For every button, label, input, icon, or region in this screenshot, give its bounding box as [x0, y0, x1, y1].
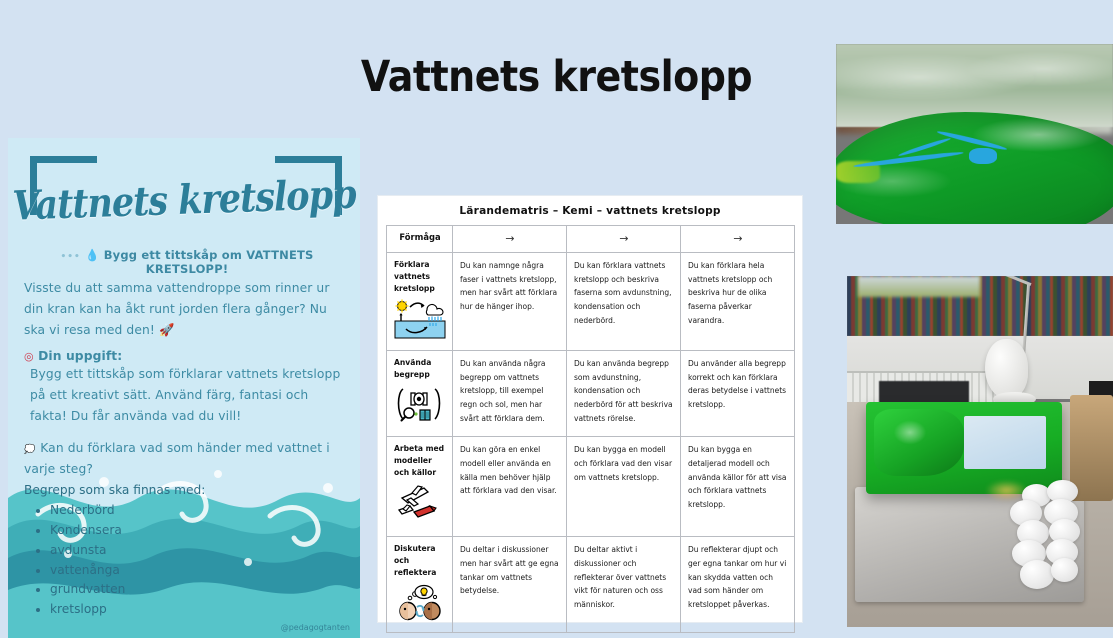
level-2-cell: Du kan bygga en modell och förklara vad den visar om vattnets kretslopp.: [567, 437, 681, 537]
rocket-icon: 🚀: [158, 323, 175, 338]
row-ability-label: Arbeta med modeller och källor: [394, 444, 445, 477]
row-ability-label: Diskutera och reflektera: [394, 544, 437, 577]
row-ability-label: Använda begrepp: [394, 358, 432, 379]
level-1-cell: Du deltar i diskussioner men har svårt att ge egna tankar om vattnets betydelse.: [453, 537, 567, 633]
photo-classroom-water-cycle-model: [847, 276, 1113, 627]
list-item: • Nederbörd: [50, 501, 324, 521]
sparkle-icon: •••: [60, 252, 81, 262]
learning-matrix-card: [378, 196, 802, 622]
list-item: • vattenånga: [50, 561, 324, 581]
lamp-head: [985, 339, 1028, 399]
poster-question-text: Kan du förklara vad som händer med vattnet i varje steg?: [24, 441, 330, 477]
water-cycle-icon: [394, 299, 446, 343]
table-row: [387, 537, 795, 633]
poster-task-heading-text: Din uppgift:: [38, 349, 123, 363]
target-icon: ◎: [24, 350, 34, 363]
water-drop-icon: 💧: [84, 248, 100, 262]
level-1-cell: Du kan göra en enkel modell eller använda en källa men behöver hjälp att förklara vad den visar.: [453, 437, 567, 537]
concepts-heading: Begrepp som ska finnas med:: [24, 482, 206, 497]
discussion-idea-icon: [394, 584, 446, 626]
thought-bubble-icon: 💭: [24, 445, 37, 455]
poster-task-text: Bygg ett tittskåp som förklarar vattnets kretslopp på ett kreativt sätt. Använd färg, fantasi och fakta! Du får använda vad du vill!: [30, 367, 341, 424]
page-title-text: Vattnets kretslopp: [360, 52, 753, 102]
row-ability-cell: [387, 351, 453, 437]
blue-lake: [969, 148, 997, 164]
list-item: • Kondensera: [50, 521, 324, 541]
concepts-list: [24, 501, 324, 620]
level-2-cell: Du kan använda begrepp som avdunstning, kondensation och nederbörd för att beskriva vattnets rörelse.: [567, 351, 681, 437]
table-header-row: [387, 226, 795, 253]
cotton-ball-cloud: [1007, 480, 1092, 592]
poster-intro-paragraph: [24, 278, 346, 341]
column-header-level-3: →: [681, 226, 795, 253]
list-item: • avdunsta: [50, 541, 324, 561]
level-3-cell: Du reflekterar djupt och ger egna tankar om hur vi kan skydda vatten och vad som händer om kretsloppet påverkas.: [681, 537, 795, 633]
model-water-surface: [964, 416, 1046, 469]
level-1-cell: Du kan namnge några faser i vattnets kretslopp, men har svårt att förklara hur de hänger ihop.: [453, 253, 567, 351]
poster-subtitle-text: Bygg ett tittskåp om VATTNETS KRETSLOPP!: [103, 248, 314, 276]
row-ability-label: Förklara vattnets kretslopp: [394, 260, 435, 293]
table-row: [387, 437, 795, 537]
table-row: [387, 351, 795, 437]
row-ability-cell: [387, 253, 453, 351]
table-row: [387, 253, 795, 351]
row-ability-cell: [387, 437, 453, 537]
green-clay-mountains: [874, 409, 964, 476]
assignment-poster: [8, 138, 360, 638]
photo-green-clay-landscape-closeup: [836, 44, 1113, 224]
poster-title: Vattnets kretslopp: [11, 170, 357, 231]
poster-credit: @pedagogtanten: [280, 623, 350, 632]
model-airplane-icon: [394, 484, 446, 530]
level-1-cell: Du kan använda några begrepp om vattnets kretslopp, till exempel regn och sol, men har svårt att förklara dem.: [453, 351, 567, 437]
row-ability-cell: [387, 537, 453, 633]
window-view: [858, 276, 980, 297]
column-header-ability: Förmåga: [387, 226, 453, 253]
level-3-cell: Du kan bygga en detaljerad modell och använda källor för att visa och förklara vattnets kretslopp.: [681, 437, 795, 537]
column-header-level-2: →: [567, 226, 681, 253]
magnifier-book-icon: [394, 386, 446, 430]
matrix-title: Lärandematris – Kemi – vattnets kretslopp: [459, 205, 721, 217]
list-item: • grundvatten: [50, 580, 324, 600]
level-3-cell: Du använder alla begrepp korrekt och kan förklara deras betydelse i vattnets kretslopp.: [681, 351, 795, 437]
level-3-cell: Du kan förklara hela vattnets kretslopp och beskriva hur de olika faserna påverkar varandra.: [681, 253, 795, 351]
learning-matrix-table: [386, 225, 795, 633]
concepts-list-block: [24, 481, 324, 620]
level-2-cell: Du kan förklara vattnets kretslopp och beskriva faserna som avdunstning, kondensation och nederbörd.: [567, 253, 681, 351]
level-2-cell: Du deltar aktivt i diskussioner och reflekterar över vattnets vikt för naturen och oss människor.: [567, 537, 681, 633]
poster-intro-text: Visste du att samma vattendroppe som rinner ur din kran kan ha åkt runt jorden flera gånger? Nu ska vi resa med den!: [24, 281, 330, 338]
column-header-level-1: →: [453, 226, 567, 253]
poster-subtitle: [22, 248, 352, 276]
list-item: • kretslopp: [50, 600, 324, 620]
